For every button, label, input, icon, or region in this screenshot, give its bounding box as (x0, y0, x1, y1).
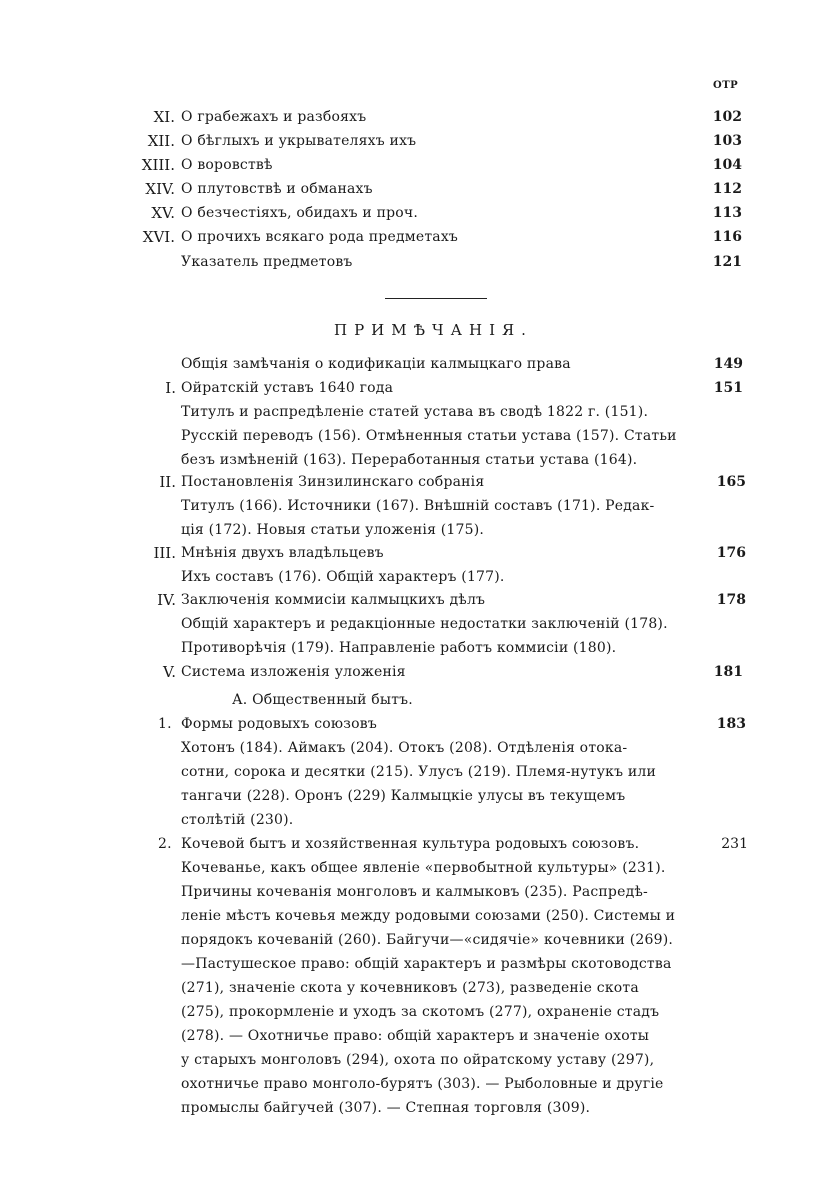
toc-number: XII. (147, 132, 175, 150)
toc-description-line: Титулъ (166). Источники (167). Внѣшній составъ (171). Редак- (181, 498, 655, 514)
toc-description-line: охотничье право монголо-бурятъ (303). — Рыболовные и другіе (181, 1076, 664, 1092)
toc-title: Указатель предметовъ (181, 254, 353, 270)
toc-description-line: леніе мѣстъ кочевья между родовыми союзами (250). Системы и (181, 908, 676, 924)
toc-number: 1. (158, 716, 172, 732)
toc-page: 121 (712, 254, 742, 270)
notes-heading: ПРИМѢЧАНІЯ. (334, 321, 533, 339)
toc-description-line: безъ измѣненій (163). Переработанныя статьи устава (164). (181, 452, 638, 468)
toc-title: Заключенія коммисіи калмыцкихъ дѣлъ (181, 592, 486, 608)
toc-description-line: порядокъ кочеваній (260). Байгучи—«сидячіе» кочевники (269). (181, 932, 674, 948)
toc-title: Постановленія Зинзилинскаго собранія (181, 474, 485, 490)
toc-number: 2. (158, 836, 172, 852)
page-column-label: ОТР (713, 80, 739, 91)
toc-title: Система изложенія уложенія (181, 664, 406, 680)
toc-title: Формы родовыхъ союзовъ (181, 716, 377, 732)
toc-title: О безчестіяхъ, обидахъ и проч. (181, 205, 419, 221)
toc-description-line: —Пастушеское право: общій характеръ и размѣры скотоводства (181, 956, 672, 972)
toc-title: Кочевой бытъ и хозяйственная культура родовыхъ союзовъ. (181, 836, 640, 852)
toc-page: 112 (712, 181, 742, 197)
toc-page: 181 (713, 664, 743, 680)
toc-page: 151 (713, 380, 743, 396)
toc-title: Мнѣнія двухъ владѣльцевъ (181, 545, 384, 561)
toc-title: О плутовствѣ и обманахъ (181, 181, 373, 197)
toc-number: XVI. (142, 228, 175, 246)
toc-number: XIII. (141, 156, 175, 174)
toc-page: 231 (721, 836, 748, 852)
toc-page: 183 (716, 716, 746, 732)
toc-description-line: Причины кочеванія монголовъ и калмыковъ (235). Распредѣ- (181, 884, 648, 900)
toc-description-line: промыслы байгучей (307). — Степная торговля (309). (181, 1100, 591, 1116)
toc-title: Ойратскій уставъ 1640 года (181, 380, 394, 396)
toc-description-line: сотни, сорока и десятки (215). Улусъ (219). Племя-нутукъ или (181, 764, 657, 780)
toc-page: 113 (712, 205, 742, 221)
toc-page: 102 (712, 109, 742, 125)
toc-description-line: (271), значеніе скота у кочевниковъ (273), разведеніе скота (181, 980, 639, 996)
toc-number: XIV. (145, 180, 175, 198)
toc-description-line: Кочеванье, какъ общее явленіе «первобытной культуры» (231). (181, 860, 666, 876)
toc-number: IV. (157, 591, 176, 609)
toc-page: 149 (713, 356, 743, 372)
toc-description-line: Общій характеръ и редакціонные недостатки заключеній (178). (181, 616, 668, 632)
toc-description-line: Русскій переводъ (156). Отмѣненныя статьи устава (157). Статьи (181, 428, 677, 444)
toc-description-line: Противорѣчія (179). Направленіе работъ коммисіи (180). (181, 640, 617, 656)
toc-title: Общія замѣчанія о кодификаціи калмыцкаго права (181, 356, 571, 372)
toc-number: V. (163, 663, 176, 681)
toc-title: О прочихъ всякаго рода предметахъ (181, 229, 459, 245)
section-divider (385, 298, 487, 299)
toc-title: О грабежахъ и разбояхъ (181, 109, 367, 125)
subsection-heading: А. Общественный бытъ. (232, 692, 413, 708)
toc-number: I. (165, 379, 176, 397)
toc-title: О воровствѣ (181, 157, 273, 173)
toc-description-line: Хотонъ (184). Аймакъ (204). Отокъ (208). Отдѣленія отока- (181, 740, 628, 756)
toc-page: 116 (712, 229, 742, 245)
toc-number: XV. (151, 204, 175, 222)
toc-description-line: (278). — Охотничье право: общій характеръ и значеніе охоты (181, 1028, 650, 1044)
toc-description-line: столѣтій (230). (181, 812, 294, 828)
toc-number: II. (159, 473, 176, 491)
toc-number: XI. (153, 108, 175, 126)
toc-title: О бѣглыхъ и укрывателяхъ ихъ (181, 133, 417, 149)
toc-page: 178 (716, 592, 746, 608)
toc-page: 176 (716, 545, 746, 561)
toc-description-line: у старыхъ монголовъ (294), охота по ойратскому уставу (297), (181, 1052, 655, 1068)
toc-number: III. (153, 544, 176, 562)
toc-description-line: тангачи (228). Оронъ (229) Калмыцкіе улусы въ текущемъ (181, 788, 626, 804)
toc-description-line: ція (172). Новыя статьи уложенія (175). (181, 522, 485, 538)
toc-description-line: Титулъ и распредѣленіе статей устава въ сводѣ 1822 г. (151). (181, 404, 649, 420)
toc-page: 103 (712, 133, 742, 149)
toc-page: 104 (712, 157, 742, 173)
toc-description-line: (275), прокормленіе и уходъ за скотомъ (277), охраненіе стадъ (181, 1004, 660, 1020)
toc-page: 165 (716, 474, 746, 490)
toc-description-line: Ихъ составъ (176). Общій характеръ (177). (181, 569, 505, 585)
